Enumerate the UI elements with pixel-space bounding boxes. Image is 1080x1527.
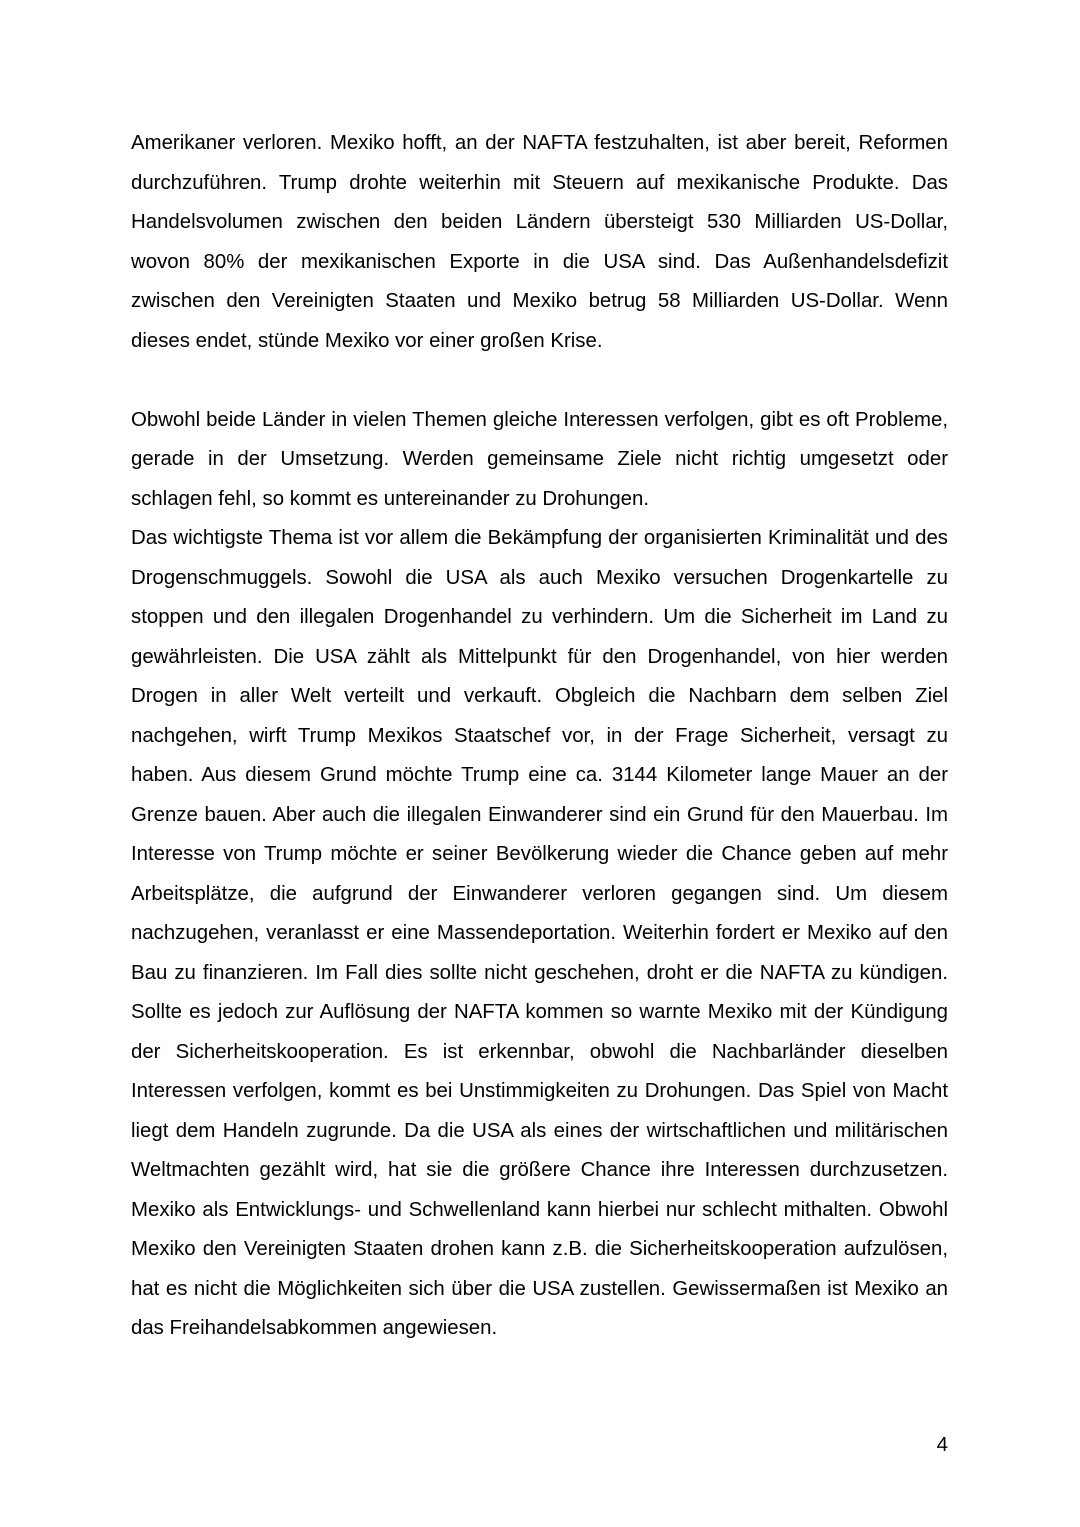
paragraph-crime-and-wall: Das wichtigste Thema ist vor allem die Bekämpfung der organisierten Kriminalität und des Drogenschmuggels. Sowohl die USA als auch Mexiko versuchen Drogenkartelle zu stoppen und den illegalen Drogenhandel zu verhindern. Um die Sicherheit im Land zu gewährleisten. Die USA zählt als Mittelpunkt für den Drogenhandel, von hier werden Drogen in aller Welt verteilt und verkauft. Obgleich die Nachbarn dem selben Ziel nachgehen, wirft Trump Mexikos Staatschef vor, in der Frage Sicherheit, versagt zu haben. Aus diesem Grund möchte Trump eine ca. 3144 Kilometer lange Mauer an der Grenze bauen. Aber auch die illegalen Einwanderer sind ein Grund für den Mauerbau. Im Interesse von Trump möchte er seiner Bevölkerung wieder die Chance geben auf mehr Arbeitsplätze, die aufgrund der Einwanderer verloren gegangen sind. Um diesem nachzugehen, veranlasst er eine Massendeportation. Weiterhin fordert er Mexiko auf den Bau zu finanzieren. Im Fall dies sollte nicht geschehen, droht er die NAFTA zu kündigen. Sollte es jedoch zur Auflösung der NAFTA kommen so warnte Mexiko mit der Kündigung der Sicherheitskooperation. Es ist erkennbar, obwohl die Nachbarländer dieselben Interessen verfolgen, kommt es bei Unstimmigkeiten zu Drohungen. Das Spiel von Macht liegt dem Handeln zugrunde. Da die USA als eines der wirtschaftlichen und militärischen Weltmachten gezählt wird, hat sie die größere Chance ihre Interessen durchzusetzen. Mexiko als Entwicklungs- und Schwellenland kann hierbei nur schlecht mithalten. Obwohl Mexiko den Vereinigten Staaten drohen kann z.B. die Sicherheitskooperation aufzulösen, hat es nicht die Möglichkeiten sich über die USA zustellen. Gewissermaßen ist Mexiko an das Freihandelsabkommen angewiesen. [131, 527, 948, 1339]
body-text [131, 124, 948, 1349]
paragraph-nafta-trade: Amerikaner verloren. Mexiko hofft, an der NAFTA festzuhalten, ist aber bereit, Reformen durchzuführen. Trump drohte weiterhin mit Steuern auf mexikanische Produkte. Das Handelsvolumen zwischen den beiden Ländern übersteigt 530 Milliarden US-Dollar, wovon 80% der mexikanischen Exporte in die USA sind. Das Außenhandelsdefizit zwischen den Vereinigten Staaten und Mexiko betrug 58 Milliarden US-Dollar. Wenn dieses endet, stünde Mexiko vor einer großen Krise. [131, 132, 948, 352]
page-number: 4 [936, 1434, 948, 1456]
paragraph-common-interests: Obwohl beide Länder in vielen Themen gleiche Interessen verfolgen, gibt es oft Probleme, gerade in der Umsetzung. Werden gemeinsame Ziele nicht richtig umgesetzt oder schlagen fehl, so kommt es untereinander zu Drohungen. [131, 408, 948, 510]
